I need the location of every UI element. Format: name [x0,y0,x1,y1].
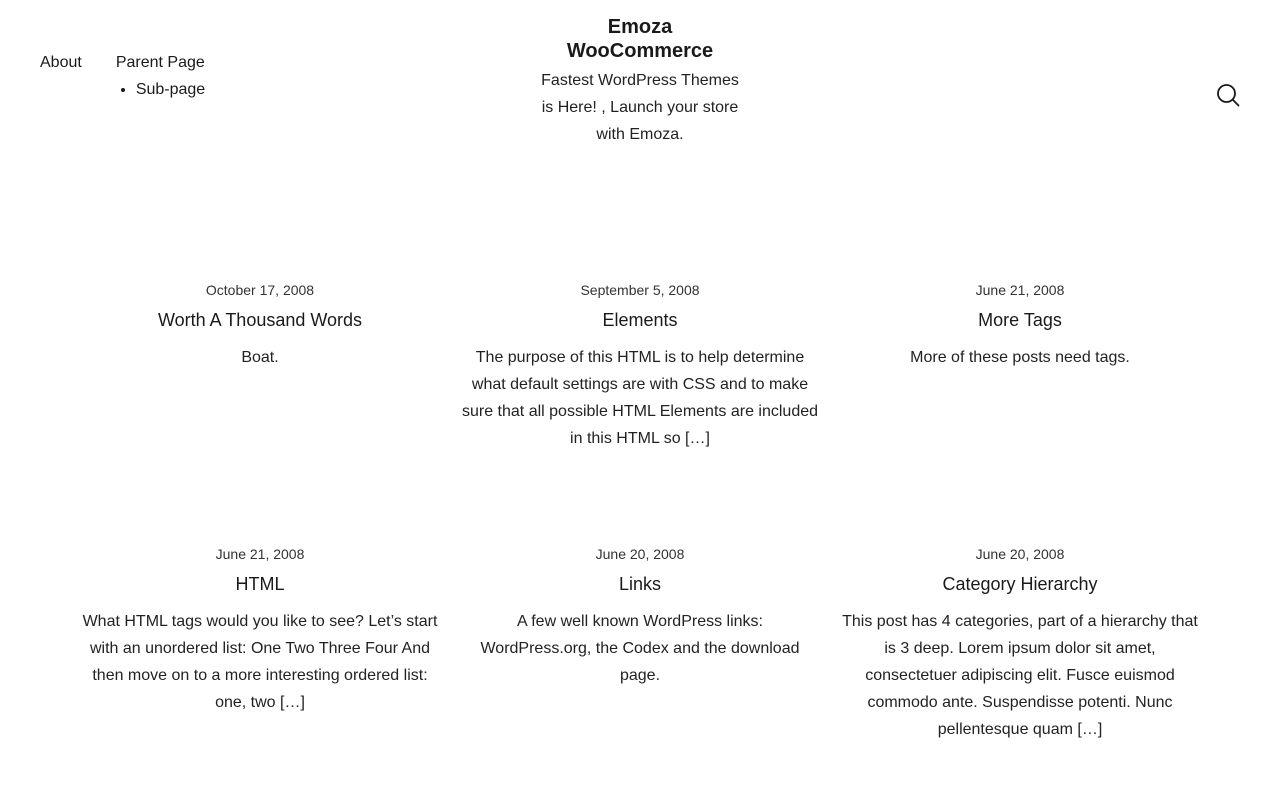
post-card [80,544,440,716]
post-title-link[interactable]: Worth A Thousand Words [157,310,363,330]
site-title-link[interactable] [540,15,740,63]
post-excerpt: A few well known WordPress links: WordPress.org, the Codex and the download page. [480,613,800,684]
post-title-link[interactable]: More Tags [978,310,1062,330]
post-card [840,544,1200,743]
post-excerpt: This post has 4 categories, part of a hierarchy that is 3 deep. Lorem ipsum dolor sit amet, consectetuer adipiscing elit. Fusce euismod commodo ante. Suspendisse potenti. Nunc pellentesque quam […] [842,613,1198,738]
site-branding [540,15,740,148]
post-card [840,280,1200,371]
site-title: Emoza WooCommerce [566,16,714,62]
nav-link-sub-page[interactable]: Sub-page [135,81,206,98]
post-date: June 21, 2008 [215,546,305,562]
post-card [80,280,440,371]
search-button[interactable] [1214,81,1242,109]
post-title-link[interactable]: Links [618,574,662,594]
post-title-link[interactable]: Elements [602,310,678,330]
site-tagline: Fastest WordPress Themes is Here! , Launch your store with Emoza. [541,72,739,143]
post-title-link[interactable]: HTML [235,574,285,594]
nav-item-parent-page [116,52,205,101]
post-date: October 17, 2008 [205,282,315,298]
post-date: June 21, 2008 [975,282,1065,298]
post-title-link[interactable]: Category Hierarchy [942,574,1098,594]
post-date: June 20, 2008 [595,546,685,562]
post-date: September 5, 2008 [580,282,700,298]
post-excerpt: The purpose of this HTML is to help determine what default settings are with CSS and to make sure that all possible HTML Elements are included in this HTML so […] [461,349,819,447]
main-navigation [40,52,205,101]
nav-link-parent-page[interactable]: Parent Page [115,54,205,71]
post-card [460,544,820,689]
nav-item-about [40,52,82,101]
post-excerpt: More of these posts need tags. [910,349,1130,366]
post-date: June 20, 2008 [975,546,1065,562]
submenu [116,79,205,101]
post-excerpt: What HTML tags would you like to see? Let’s start with an unordered list: One Two Three Four And then move on to a more interesting ordered list: one, two […] [82,613,438,711]
nav-link-about[interactable]: About [40,54,82,71]
search-icon [1214,81,1242,109]
post-excerpt: Boat. [241,349,279,366]
submenu-item [136,79,205,101]
post-card [460,280,820,452]
site-header [0,0,1280,240]
